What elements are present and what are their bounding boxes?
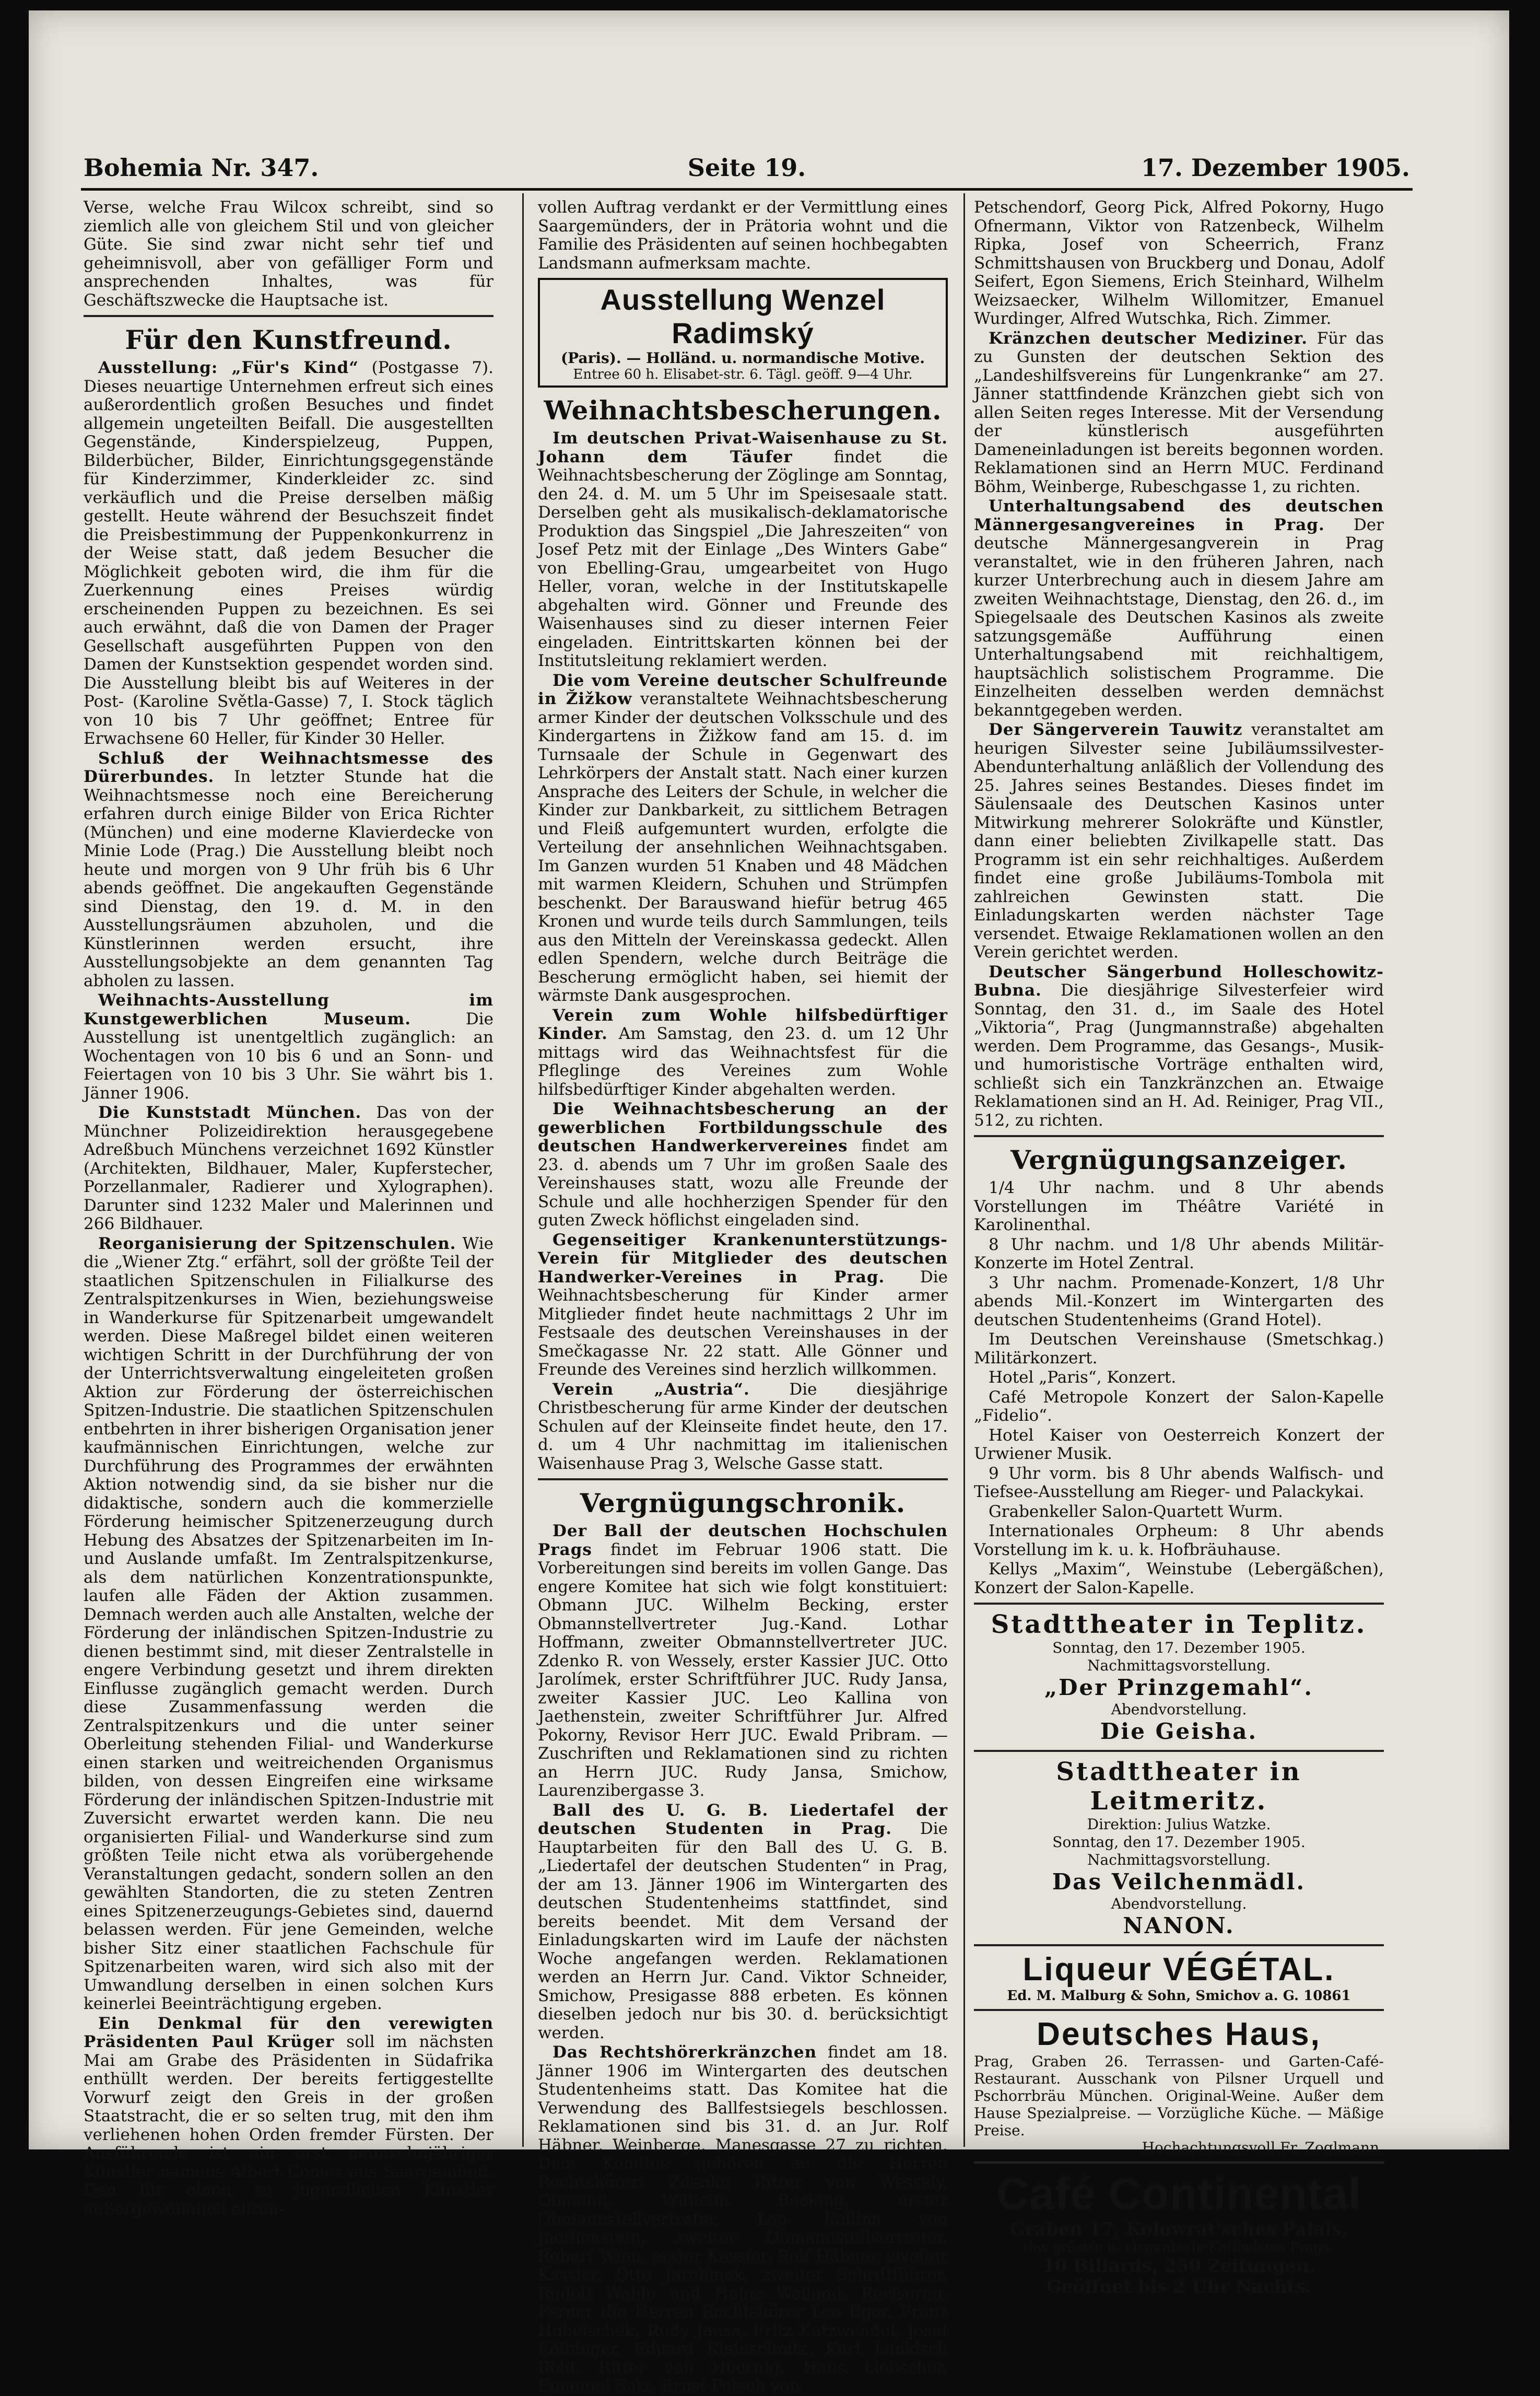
ad-liqueur (974, 1951, 1384, 2004)
section-divider (84, 315, 493, 317)
haus-signature: Hochachtungsvoll Fr. Zoglmann. (1142, 2139, 1384, 2156)
notice-item: Café Metropole Konzert der Salon-Kapelle „Fidelio“. (974, 1387, 1384, 1425)
theater-matinee: Nachmittagsvorstellung. (1087, 1657, 1271, 1674)
newspaper-page (29, 10, 1509, 2395)
liqueur-brand: Liqueur VÉGÉTAL. (1022, 1951, 1335, 1988)
ad-deutsches-haus (974, 2016, 1384, 2156)
article-item (84, 991, 493, 1103)
article-text: In letzter Stunde hat die Weihnachtsmesse noch eine Bereicherung erfahren durch einige Bilder von Erica Richter (München) und eine moderne Klavierdecke von Minie Lode (Prag.) Die Ausstellung bleibt noch heute und morgen von 9 Uhr früh bis 6 Uhr abends geöffnet. Die angekauften Gegenstände sind Dienstag, den 19. d. M. in den Ausstellungsräumen abzuholen, und die Künstlerinnen werden ersucht, ihre Ausstellungsobjekte an dem genannten Tag abholen zu lassen. (84, 767, 494, 990)
notice-item: 3 Uhr nachm. Promenade-Konzert, 1/8 Uhr abends Mil.-Konzert im Wintergarten des deutschen Studentenheims (Grand Hotel). (974, 1273, 1384, 1329)
article-lead: Die Kunststadt München. (98, 1103, 362, 1122)
liqueur-maker: Ed. M. Malburg & Sohn, Smichov a. G. 10861 (1007, 1988, 1351, 2004)
article-lead: Die vom Vereine deutscher Schulfreunde in Žižkow (538, 671, 948, 708)
section-title-vergnuegungschronik: Vergnügungschronik. (580, 1488, 906, 1518)
column-divider (522, 193, 524, 2147)
ad-radimsky (538, 278, 948, 388)
cafe-hours: Geöffnet bis 2 Uhr Nachts. (1046, 2276, 1312, 2297)
notice-item: 9 Uhr vorm. bis 8 Uhr abends Walfisch- und Tiefsee-Ausstellung am Rieger- und Palackykai. (974, 1464, 1384, 1501)
header-rule (81, 188, 1413, 191)
article-text: Am Samstag, den 23. d. um 12 Uhr mittags wird das Weihnachtsfest für die Pfleglinge des Vereines zum Wohle hilfsbedürftiger Kinder abgehalten werden. (538, 1024, 948, 1099)
article-text: findet am 18. Jänner 1906 im Wintergarten des deutschen Studentenheims statt. Das Komitee hat die Verwendung des Ballfestsiegels beschlossen. Reklamationen sind bis 31. d. an Jur. Rolf Häbner, Weinberge, Manesgasse 27 zu richten. Dem Komitee gehören an die Herren Rechtshörer: Zdenko Ritter von Wessely, Obmann, Wilhelm Becking, erster Obmannstellvertreter, Leo Kallina von Jaethenstein, zweiter Obmannstellvertreter, Robert Wien, erster Kassier, Rolf Häbner, zweiter Kassier, Otto Jarolímek, zweiter Schriftführer, Rudolf Wahle und Heinz Weiland, Revisoren. Ferner die Herren Rechtshörer Leo Eger, Franz Hubeischek, Rudy Jansa, Fritz Katzwendel, Josef Kölbinger, Eduard Kleinschnitz, Kurt Lankisch Reid. Ritter von Hoernig, Hans Liebscher, Emanuel Satz, Ernst Petsch von (538, 2043, 948, 2395)
notice-item: Hotel „Paris“, Konzert. (989, 1368, 1177, 1387)
article-text: Die Hauptarbeiten für den Ball des U. G. B. „Liedertafel der deutschen Studenten“ in Prag, der am 13. Jänner 1906 im Wintergarten des deutschen Studentenheims stattfindet, sind bereits beendet. Mit dem Versand der Einladungskarten wird im Laufe der nächsten Woche angefangen werden. Reklamationen werden an Herrn Jur. Cand. Viktor Schneider, Smichow, Presigasse 888 erbeten. Es können dieselben jedoch nur bis 30. d. berücksichtigt werden. (538, 1819, 948, 2042)
article-lead: Im deutschen Privat-Waisenhause zu St. Johann dem Täufer (538, 429, 948, 466)
article-text: findet im Februar 1906 statt. Die Vorbereitungen sind bereits im vollen Gange. Das engere Komitee hat sich wie folgt konstituiert: Obmann JUC. Wilhelm Becking, erster Obmannstellvertreter Jug.-Kand. Lothar Hoffmann, zweiter Obmannstellvertreter JUC. Zdenko R. von Wessely, erster Kassier JUC. Otto Jarolímek, erster Schriftführer JUC. Rudy Jansa, zweiter Kassier JUC. Leo Kallina von Jaethenstein, zweiter Schriftführer Jur. Alfred Pokorny, Revisor Herr JUC. Ewald Pribram. — Zuschriften und Reklamationen sind zu richten an Herrn JUC. Rudy Jansa, Smichow, Laurenzibergasse 3. (538, 1540, 948, 1800)
article-text: Die diesjährige Christbescherung für arme Kinder der deutschen Schulen auf der Kleinseite findet heute, den 17. d. um 4 Uhr nachmittag im italienischen Waisenhause Prag 3, Welsche Gasse statt. (538, 1380, 948, 1473)
article-lead: Ausstellung: „Für's Kind“ (98, 358, 359, 377)
theater-title: Stadttheater in Leitmeritz. (1056, 1757, 1302, 1816)
article-text: Die Weihnachtsbescherung für Kinder armer Mitglieder findet heute nachmittags 2 Uhr im Festsaale des deutschen Vereinshauses in der Smečkagasse Nr. 22 statt. Alle Gönner und Freunde des Vereines sind herzlich willkommen. (538, 1267, 948, 1379)
cafe-tagline: das grösste u. eleganteste Kaffeehaus Prags. (1024, 2240, 1334, 2255)
article-item (84, 1104, 493, 1234)
article-lead: Das Rechtshörerkränzchen (552, 2043, 817, 2062)
article-item (84, 1235, 493, 2014)
theater-evening: Abendvorstellung. (1111, 1895, 1247, 1912)
column-1 (84, 198, 494, 2218)
ad-divider (974, 2009, 1384, 2011)
notice-item: 1/4 Uhr nachm. und 8 Uhr abends Vorstellungen im Théâtre Variété in Karolinenthal. (974, 1178, 1384, 1234)
article-lead: Ball des U. G. B. Liedertafel der deutschen Studenten in Prag. (538, 1801, 948, 1838)
article-text: Wie die „Wiener Ztg.“ erfährt, soll der größte Teil der staatlichen Spitzenschulen in Filialkurse des Zentralspitzenkurses in Wien, beziehungsweise in Wanderkurse für Spitzenarbeit umgewandelt werden. Diese Maßregel bildet einen weiteren wichtigen Schritt in der Durchführung der von der Unterrichtsverwaltung eingeleiteten großen Aktion zur Förderung der österreichischen Spitzen-Industrie. Die staatlichen Spitzenschulen entbehrten in ihrer bisherigen Organisation jener kaufmännischen Einrichtungen, welche zur Durchführung des Programmes der erwähnten Aktion notwendig sind, da sie bisher nur die didaktische, sondern auch die kommerzielle Förderung heimischer Spitzenerzeugung durch Hebung des Absatzes der Spitzenarbeiten im In- und Auslande umfaßt. Im Zentralspitzenkurse, als dem natürlichen Konzentrationspunkte, laufen alle Fäden der Aktion zusammen. Demnach werden auch alle Anstalten, welche der Förderung der inländischen Spitzen-Industrie zu dienen bestimmt sind, mit dieser Zentralstelle in engere Verbindung gesetzt und ihrem direkten Einflusse zugänglich gemacht werden. Durch diese Zusammenfassung werden die Zentralspitzenkurs und die unter seiner Oberleitung stehenden Filial- und Wanderkurse einen starken und weitreichenden Organismus bilden, von dessen Eingreifen eine wirksame Förderung der inländischen Spitzen-Industrie mit Zuversicht erwartet werden kann. Die neu organisierten Filial- und Wanderkurse sind zum größten Teile nicht etwa als vorübergehende Veranstaltungen gedacht, sondern sollen an den gewählten Standorten, die zu steten Zentren eines Spitzenerzeugungs-Gebietes sind, dauernd belassen werden. Für jene Gemeinden, welche bisher Sitz einer staatlichen Fachschule für Spitzenarbeiten waren, wird sich also mit der Umwandlung derselben in einen solchen Kurs keinerlei Beeinträchtigung ergeben. (84, 1234, 493, 2013)
article-lead: Unterhaltungsabend des deutschen Männergesangvereines in Prag. (974, 497, 1384, 534)
article-lead: Schluß der Weihnachtsmesse des Dürerbundes. (84, 749, 493, 786)
article-text: veranstaltete Weihnachtsbescherung armer Kinder der deutschen Volksschule und des Kindergartens in Žižkow fand am 15. d. im Turnsaale der Schule in Gegenwart des Lehrkörpers der Anstalt statt. Nach einer kurzen Ansprache des Leiters der Schule, in welcher die Kinder zur Dankbarkeit, zu sittlichem Betragen und Fleiß aufgemuntert wurden, erfolgte die Verteilung der ansehnlichen Weihnachtsgaben. Im Ganzen wurden 51 Knaben und 48 Mädchen mit warmen Kleidern, Schuhen und Strümpfen beschenkt. Der Barauswand hiefür betrug 465 Kronen und wurde teils durch Sammlungen, teils aus den Mitteln der Vereinskassa gedeckt. Allen edlen Spendern, welche durch Beiträge die Bescherung ermöglicht haben, sei hiemit der wärmste Dank ausgesprochen. (538, 689, 948, 1005)
page-header (84, 150, 1410, 182)
article-text: soll im nächsten Mai am Grabe des Präsidenten in Südafrika enthüllt werden. Der bereits fertiggestellte Vorwurf zeigt den Greis in der großen Staatstracht, die er so selten trug, mit den ihm verliehenen hohen Orden fremder Fürsten. Der Ausführende ist ein erst neunzehnjähriger Künstler namens Albert Comer aus Saargemünd. Den für einen so jugendlichen Künstler außergewöhnlich ehren- (84, 2032, 493, 2218)
article-text: findet am 23. d. abends um 7 Uhr im großen Saale des Vereinshauses statt, wozu alle Freunde der Schule und alle hochherzigen Spender für den guten Zweck höflichst eingeladen sind. (538, 1137, 948, 1230)
article-item (84, 359, 493, 749)
article-item (538, 1231, 948, 1380)
article-text: Das von der Münchner Polizeidirektion herausgegebene Adreßbuch Münchens verzeichnet 1692 Künstler (Architekten, Bildhauer, Maler, Kupferstecher, Porzellanmaler, Radierer und Xylographen). Darunter sind 1232 Maler und Malerinnen und 266 Bildhauer. (84, 1103, 494, 1233)
article-text: Die diesjährige Silvesterfeier wird Sonntag, den 31. d., im Saale des Hotel „Viktoria“, Prag (Jungmannstraße) abgehalten werden. Dem Programme, das Gesangs-, Musik- und humoristische Vorträge enthalten wird, schließt sich ein Tanzkränzchen an. Etwaige Reklamationen sind an H. Ad. Reiniger, Prag VII., 512, zu richten. (974, 981, 1384, 1130)
article-item (974, 721, 1384, 962)
article-lead: Verein zum Wohle hilfsbedürftiger Kinder. (538, 1006, 948, 1043)
theater-show: „Der Prinzgemahl“. (1044, 1675, 1314, 1700)
notice-item: 8 Uhr nachm. und 1/8 Uhr abends Militär-Konzerte im Hotel Zentral. (974, 1235, 1384, 1272)
notice-item: Im Deutschen Vereinshause (Smetschkag.) Militärkonzert. (974, 1330, 1384, 1368)
article-item (538, 1100, 948, 1230)
article-lead: Die Weihnachtsbescherung an der gewerblichen Fortbildungsschule des deutschen Handwerkervereines (538, 1100, 948, 1155)
article-lead: Verein „Austria“. (552, 1380, 750, 1399)
ad-radimsky-line: Entree 60 h. Elisabet-str. 6. Tägl. geöff. 9—4 Uhr. (573, 367, 913, 382)
ad-theater-leitmeritz (974, 1757, 1384, 1939)
article-lead: Gegenseitiger Krankenunterstützungs-Verein für Mitglieder des deutschen Handwerker-Vereines in Prag. (538, 1230, 948, 1287)
column-2-intro: vollen Auftrag verdankt er der Vermittlung eines Saargemünders, der in Prätoria wohnt und die Familie des Präsidenten auf seinen hochbegabten Landsmann aufmerksam machte. (538, 198, 948, 273)
ad-divider (974, 2161, 1384, 2164)
header-page-number: Seite 19. (687, 154, 806, 182)
cafe-address: Graben 17, Kolowrat'sches Palais, (1009, 2219, 1348, 2240)
article-text: findet die Weihnachtsbescherung der Zöglinge am Sonntag, den 24. d. M. um 5 Uhr im Speisesaale statt. Derselben geht als musikalisch-deklamatorische Produktion das Singspiel „Die Jahreszeiten“ von Josef Petz mit der Einlage „Des Winters Gabe“ von Ebelling-Grau, umgearbeitet von Hugo Heller, voran, welche in der Institutskapelle abgehalten wird. Gönner und Freunde des Waisenhauses sind zu dieser internen Feier eingeladen. Eintrittskarten können bei der Institutsleitung reklamiert werden. (538, 447, 948, 670)
theater-evening: Abendvorstellung. (1111, 1701, 1247, 1718)
theater-show: Das Veilchenmädl. (1052, 1869, 1306, 1895)
article-item (84, 2015, 493, 2219)
article-item (538, 1522, 948, 1801)
haus-title: Deutsches Haus, (1037, 2016, 1321, 2052)
section-divider (538, 1478, 948, 1480)
notice-item: Grabenkeller Salon-Quartett Wurm. (989, 1502, 1283, 1521)
theater-date: Sonntag, den 17. Dezember 1905. (1052, 1639, 1306, 1656)
article-item (538, 1381, 948, 1474)
article-text: (Postgasse 7). Dieses neuartige Unternehmen erfreut sich eines außerordentlich großen Besuches und findet allgemein ungeteilten Beifall. Die ausgestellten Gegenstände, Kinderspielzeug, Puppen, Bilderbücher, Bilder, Einrichtungsgegenstände für Kinderzimmer, Kinderkleider zc. sind verkäuflich und die Preise derselben mäßig gestellt. Heute während der Besuchszeit findet die Preisbestimmung der Puppenkonkurrenz in der Weise statt, daß jedem Besucher die Möglichkeit geboten wird, die ihm für die Zuerkennung eines Preises würdig erscheinenden Puppen zu bezeichnen. Es sei auch erwähnt, daß die von Damen der Prager Gesellschaft ausgeführten Puppen von den Damen der Kunstsektion gespendet worden sind. Die Ausstellung bleibt bis auf Weiteres in der Post- (Karoline Světla-Gasse) 7, I. Stock täglich von 10 bis 7 Uhr geöffnet; Entree für Erwachsene 60 Heller, für Kinder 30 Heller. (84, 358, 493, 748)
notice-item: Kellys „Maxim“, Weinstube (Lebergäßchen), Konzert der Salon-Kapelle. (974, 1560, 1384, 1597)
theater-direction: Direktion: Julius Watzke. (1087, 1816, 1271, 1833)
article-item (974, 963, 1384, 1130)
theater-show: Die Geisha. (1100, 1719, 1258, 1744)
article-item (538, 1007, 948, 1100)
ad-divider (974, 1603, 1384, 1605)
theater-title: Stadttheater in Teplitz. (991, 1610, 1367, 1639)
article-text: veranstaltet am heurigen Silvester seine Jubiläumssilvester-Abendunterhaltung anläßlich der Vollendung des 25. Jahres seines Bestandes. Dieses findet im Säulensaale des Deutschen Kasinos unter Mitwirkung mehrerer Solokräfte und Künstler, dann einer beliebten Zivilkapelle statt. Das Programm ist ein sehr reichhaltiges. Außerdem findet eine große Jubiläums-Tombola mit zahlreichen Gewinsten statt. Die Einladungskarten werden nächster Tage versendet. Etwaige Reklamationen wollen an den Verein gerichtet werden. (974, 720, 1384, 962)
article-lead: Der Sängerverein Tauwitz (989, 720, 1243, 739)
article-lead: Weihnachts-Ausstellung im Kunstgewerblichen Museum. (84, 991, 493, 1028)
section-divider (974, 1135, 1384, 1137)
article-item (538, 1802, 948, 2043)
column-divider (963, 193, 965, 2147)
ad-theater-teplitz (974, 1610, 1384, 1745)
ad-radimsky-line: (Paris). — Holländ. u. normandische Motive. (560, 349, 925, 367)
article-lead: Reorganisierung der Spitzenschulen. (98, 1234, 456, 1253)
theater-date: Sonntag, den 17. Dezember 1905. (1052, 1833, 1306, 1851)
column-3-intro: Petschendorf, Georg Pick, Alfred Pokorny, Hugo Ofnermann, Viktor von Ratzenbeck, Wilhelm Ripka, Josef von Scheerrich, Franz Schmittshausen von Bruckberg und Donau, Adolf Seifert, Egon Siemens, Erich Steinhard, Wilhelm Weizsaecker, Wilhelm Willomitzer, Emanuel Wurdinger, Alfred Wutschka, Rich. Zimmer. (974, 198, 1384, 328)
column-1-intro: Verse, welche Frau Wilcox schreibt, sind so ziemlich alle von gleichem Stil und von gleicher Güte. Sie sind zwar nicht sehr tief und geheimnisvoll, aber von gefälliger Form und ansprechenden Inhaltes, was für Geschäftszwecke die Hauptsache ist. (84, 198, 493, 310)
article-text: Die Ausstellung ist unentgeltlich zugänglich: an Wochentagen von 10 bis 6 und an Sonn- und Feiertagen von 10 bis 3 Uhr. Sie währt bis 1. Jänner 1906. (84, 1009, 493, 1103)
ad-divider (974, 1944, 1384, 1946)
article-lead: Deutscher Sängerbund Holleschowitz-Bubna. (974, 962, 1384, 1000)
column-2 (538, 198, 948, 2395)
header-issue: Bohemia Nr. 347. (84, 154, 319, 182)
cafe-offer: 10 Billards, 250 Zeitungen. (1042, 2255, 1315, 2276)
theater-matinee: Nachmittagsvorstellung. (1087, 1851, 1271, 1868)
haus-text: Prag, Graben 26. Terrassen- und Garten-Café-Restaurant. Ausschank von Pilsner Urquell und Pschorrbräu München. Original-Weine. Außer dem Hause Spezialpreise. — Vorzügliche Küche. — Mäßige Preise. (974, 2053, 1384, 2139)
notice-item: Hotel Kaiser von Oesterreich Konzert der Urwiener Musik. (974, 1425, 1384, 1463)
article-item (538, 429, 948, 671)
article-item (538, 2043, 948, 2396)
section-title-vergnuegungsanzeiger: Vergnügungsanzeiger. (1010, 1144, 1347, 1175)
article-text: Der deutsche Männergesangverein in Prag veranstaltet, wie in den früheren Jahren, nach kurzer Unterbrechung auch in diesem Jahre am zweiten Weihnachtstage, Dienstag, den 26. d., im Spiegelsaale des Deutschen Kasinos als zweite satzungsgemäße Aufführung einen Unterhaltungsabend mit reichhaltigem, hauptsächlich solistischem Programme. Die Einzelheiten desselben werden demnächst bekanntgegeben werden. (974, 515, 1384, 720)
header-date: 17. Dezember 1905. (1141, 154, 1410, 182)
column-3 (974, 198, 1384, 2297)
article-text: Für das zu Gunsten der deutschen Sektion des „Landeshilfsvereins für Lungenkranke“ am 27. Jänner stattfindende Kränzchen giebt sich von allen Seiten reges Interesse. Mit der Versendung der künstlerisch ausgeführten Dameneinladungen ist bereits begonnen worden. Reklamationen sind an Herrn MUC. Ferdinand Böhm, Weinberge, Rubeschgasse 1, zu richten. (974, 329, 1384, 496)
notice-item: Internationales Orpheum: 8 Uhr abends Vorstellung im k. u. k. Hofbräuhause. (974, 1522, 1384, 1559)
article-lead: Kränzchen deutscher Mediziner. (989, 329, 1308, 348)
ad-radimsky-title: Ausstellung Wenzel Radimský (600, 283, 886, 349)
article-lead: Der Ball der deutschen Hochschulen Prags (538, 1522, 948, 1559)
article-lead: Ein Denkmal für den verewigten Präsidenten Paul Krüger (84, 2014, 493, 2051)
ad-cafe-continental (974, 2169, 1384, 2297)
article-item (84, 750, 493, 991)
ad-divider (974, 1750, 1384, 1752)
theater-show: NANON. (1123, 1913, 1235, 1938)
cafe-title: Café Continental (996, 2169, 1362, 2219)
section-title-weihnachtsbescherungen: Weihnachtsbescherungen. (544, 395, 942, 426)
article-item (974, 497, 1384, 720)
article-item (974, 330, 1384, 497)
article-item (538, 672, 948, 1006)
section-title-kunstfreund: Für den Kunstfreund. (125, 324, 452, 355)
